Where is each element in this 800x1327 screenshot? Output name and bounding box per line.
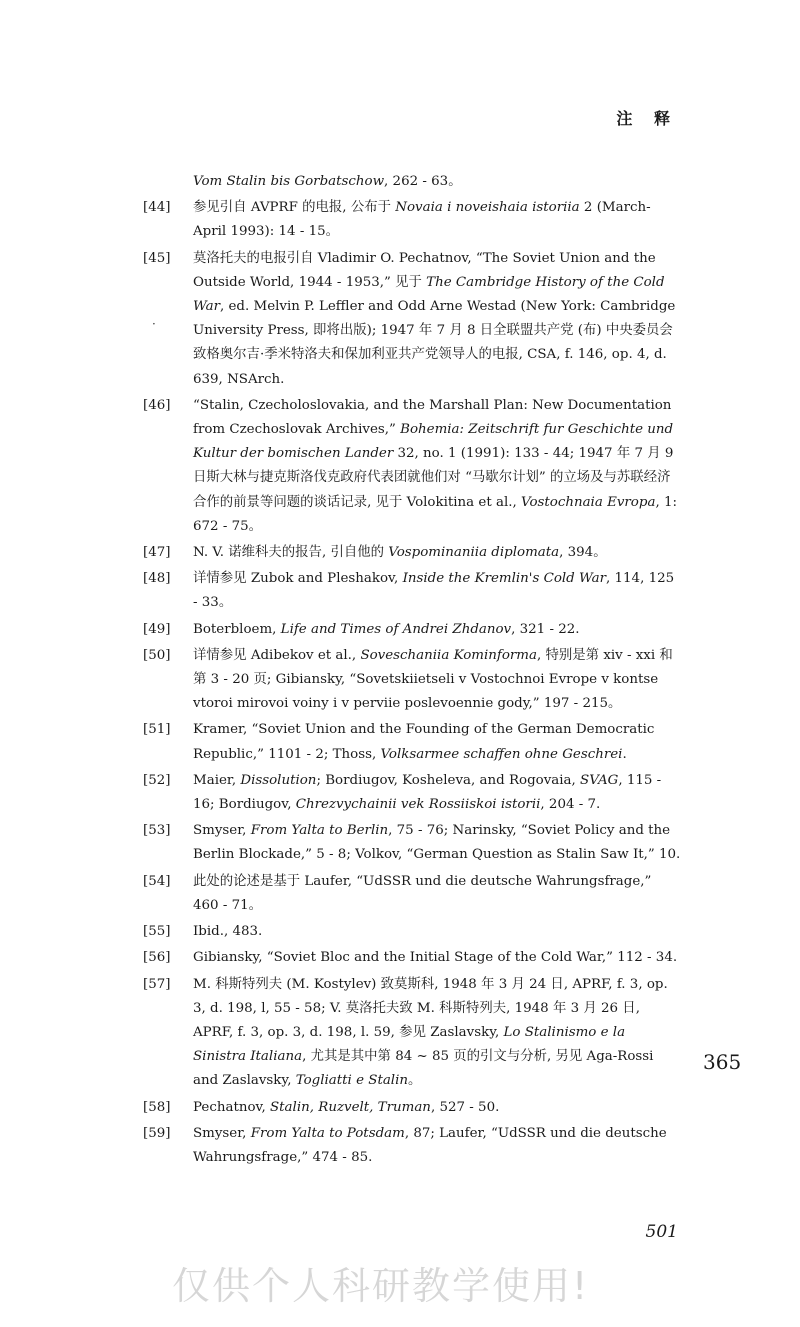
note-text: , 1: 672 - 75。 xyxy=(193,494,677,534)
note-text: , 321 - 22. xyxy=(511,621,580,637)
note-text: 2 (March-April 1993): 14 - 15。 xyxy=(193,200,651,240)
note-number: [50] xyxy=(143,647,171,663)
italic-title: Novaia i noveishaia istoriia xyxy=(395,200,580,216)
note-text: N. V. 诺维科夫的报告, 引自他的 xyxy=(193,545,389,561)
italic-title: Vospominaniia diplomata xyxy=(388,545,560,561)
endnote xyxy=(143,618,681,642)
endnote xyxy=(143,644,681,717)
note-text: , 527 - 50. xyxy=(430,1099,500,1115)
note-text: Smyser, xyxy=(193,823,251,839)
endnote xyxy=(143,541,681,565)
note-number: [56] xyxy=(143,950,171,966)
note-text: 参见引自 AVPRF 的电报, 公布于 xyxy=(193,200,396,216)
note-text: Gibiansky, “Soviet Bloc and the Initial Stage of the Cold War,” 112 - 34. xyxy=(193,950,678,966)
note-text: 详情参见 Adibekov et al., xyxy=(193,647,361,663)
note-text: ; Bordiugov, Kosheleva, and Rogovaia, xyxy=(316,772,581,788)
italic-title: Stalin, Ruzvelt, Truman xyxy=(270,1099,431,1115)
endnote xyxy=(143,196,681,244)
italic-title: From Yalta to Potsdam xyxy=(250,1125,405,1141)
endnotes-list xyxy=(143,170,681,1172)
continued-note xyxy=(143,170,681,194)
italic-title: Volksarmee schaffen ohne Geschrei xyxy=(380,746,623,762)
endnote xyxy=(143,1122,681,1170)
watermark: 仅供个人科研教学使用! xyxy=(172,1264,590,1308)
note-text: , ed. Melvin P. Leffler and Odd Arne Westad (New York: Cambridge University Press, 即将出版); 1947 年 7 月 8 日全联盟共产党 (布) 中央委员会致格奥尔吉·季米特洛夫和保加利亚共产党领导人的电报, CSA, f. 146, op. 4, d. 639, NSArch. xyxy=(193,299,676,387)
note-text: , 特别是第 xiv - xxi 和第 3 - 20 页; Gibiansky, “Sovetskiietseli v Vostochnoi Evrope v kontse vtoroi mirovoi voiny i v perviie poslevoennie gody,” 197 - 215。 xyxy=(193,647,673,712)
endnote xyxy=(143,769,681,817)
note-text: 。 xyxy=(408,1073,422,1089)
italic-title: Life and Times of Andrei Zhdanov xyxy=(280,621,512,637)
note-text: Smyser, xyxy=(193,1125,251,1141)
note-text: M. 科斯特列夫 (M. Kostylev) 致莫斯科, 1948 年 3 月 24 日, APRF, f. 3, op. 3, d. 198, l, 55 - 58; V. 莫洛托夫致 M. 科斯特列夫, 1948 年 3 月 26 日, APRF, f. 3, op. 3, d. 198, l. 59, 参见 Zaslavsky, xyxy=(193,976,668,1040)
italic-title: Togliatti e Stalin xyxy=(295,1073,409,1089)
italic-title: Dissolution xyxy=(240,772,317,788)
note-text: 详情参见 Zubok and Pleshakov, xyxy=(193,571,403,587)
note-text: , 75 - 76; Narinsky, “Soviet Policy and the Berlin Blockade,” 5 - 8; Volkov, “German Question as Stalin Saw It,” 10. xyxy=(193,823,681,863)
note-number: [44] xyxy=(143,200,171,216)
note-number: [55] xyxy=(143,924,171,940)
endnote xyxy=(143,973,681,1094)
endnote xyxy=(143,394,681,539)
italic-title: Chrezvychainii vek Rossiiskoi istorii xyxy=(295,797,541,813)
running-header: 注 释 xyxy=(616,109,678,128)
note-number: [57] xyxy=(143,976,171,992)
endnote xyxy=(143,946,681,970)
endnote xyxy=(143,819,681,867)
endnote xyxy=(143,1096,681,1120)
note-text: Maier, xyxy=(193,772,241,788)
note-number: [48] xyxy=(143,571,171,587)
original-page-number: 365 xyxy=(703,1050,742,1074)
italic-title: Vostochnaia Evropa xyxy=(521,494,656,510)
note-number: [46] xyxy=(143,397,171,413)
note-text: Pechatnov, xyxy=(193,1099,270,1115)
endnote xyxy=(143,870,681,918)
note-number: [58] xyxy=(143,1099,171,1115)
endnote xyxy=(143,247,681,392)
note-text: 32, no. 1 (1991): 133 - 44; 1947 年 7 月 9 日斯大林与捷克斯洛伐克政府代表团就他们对 “马歇尔计划” 的立场及与苏联经济合作的前景等问题的谈话记录, 见于 Volokitina et al., xyxy=(193,446,674,510)
note-text: 此处的论述是基于 Laufer, “UdSSR und die deutsche Wahrungsfrage,” 460 - 71。 xyxy=(193,873,652,913)
italic-title: Bohemia: Zeitschrift fur Geschichte und Kultur der bomischen Lander xyxy=(193,422,674,462)
italic-title: The Cambridge History of the Cold War xyxy=(193,274,665,315)
note-number: [53] xyxy=(143,823,171,839)
note-number: [54] xyxy=(143,873,171,889)
note-text: , 115 - 16; Bordiugov, xyxy=(193,772,662,813)
endnote xyxy=(143,718,681,766)
note-text: , 87; Laufer, “UdSSR und die deutsche Wahrungsfrage,” 474 - 85. xyxy=(193,1125,667,1165)
stray-mark: · xyxy=(152,317,156,331)
italic-title: Soveschaniia Kominforma xyxy=(360,647,537,663)
page-number: 501 xyxy=(645,1222,678,1242)
note-text: Ibid., 483. xyxy=(193,924,263,940)
endnote xyxy=(143,567,681,615)
note-number: [47] xyxy=(143,545,171,561)
italic-title: Lo Stalinismo e la Sinistra Italiana xyxy=(193,1024,626,1065)
endnote xyxy=(143,920,681,944)
note-number: [51] xyxy=(143,722,171,738)
italic-title: Vom Stalin bis Gorbatschow xyxy=(193,174,385,189)
note-number: [49] xyxy=(143,621,171,637)
note-text: , 114, 125 - 33。 xyxy=(193,571,675,611)
note-number: [59] xyxy=(143,1125,171,1141)
italic-title: Inside the Kremlin's Cold War xyxy=(402,571,606,587)
note-text: Boterbloem, xyxy=(193,621,281,637)
note-text: , 394。 xyxy=(559,545,607,561)
note-text: “Stalin, Czecholoslovakia, and the Marshall Plan: New Documentation from Czechoslovak Archives,” xyxy=(193,397,672,438)
note-text: , 262 - 63。 xyxy=(384,174,462,189)
italic-title: SVAG xyxy=(580,772,619,788)
note-text: . xyxy=(622,746,627,762)
note-text: , 尤其是其中第 84 ~ 85 页的引文与分析, 另见 Aga-Rossi and Zaslavsky, xyxy=(193,1049,654,1089)
note-text: , 204 - 7. xyxy=(540,797,601,813)
note-text: Kramer, “Soviet Union and the Founding of the German Democratic Republic,” 1101 - 2; Thoss, xyxy=(193,722,655,762)
note-number: [52] xyxy=(143,772,171,788)
note-number: [45] xyxy=(143,250,171,266)
italic-title: From Yalta to Berlin xyxy=(250,823,389,839)
note-text: 莫洛托夫的电报引自 Vladimir O. Pechatnov, “The Soviet Union and the Outside World, 1944 - 1953,” 见于 xyxy=(193,250,656,290)
